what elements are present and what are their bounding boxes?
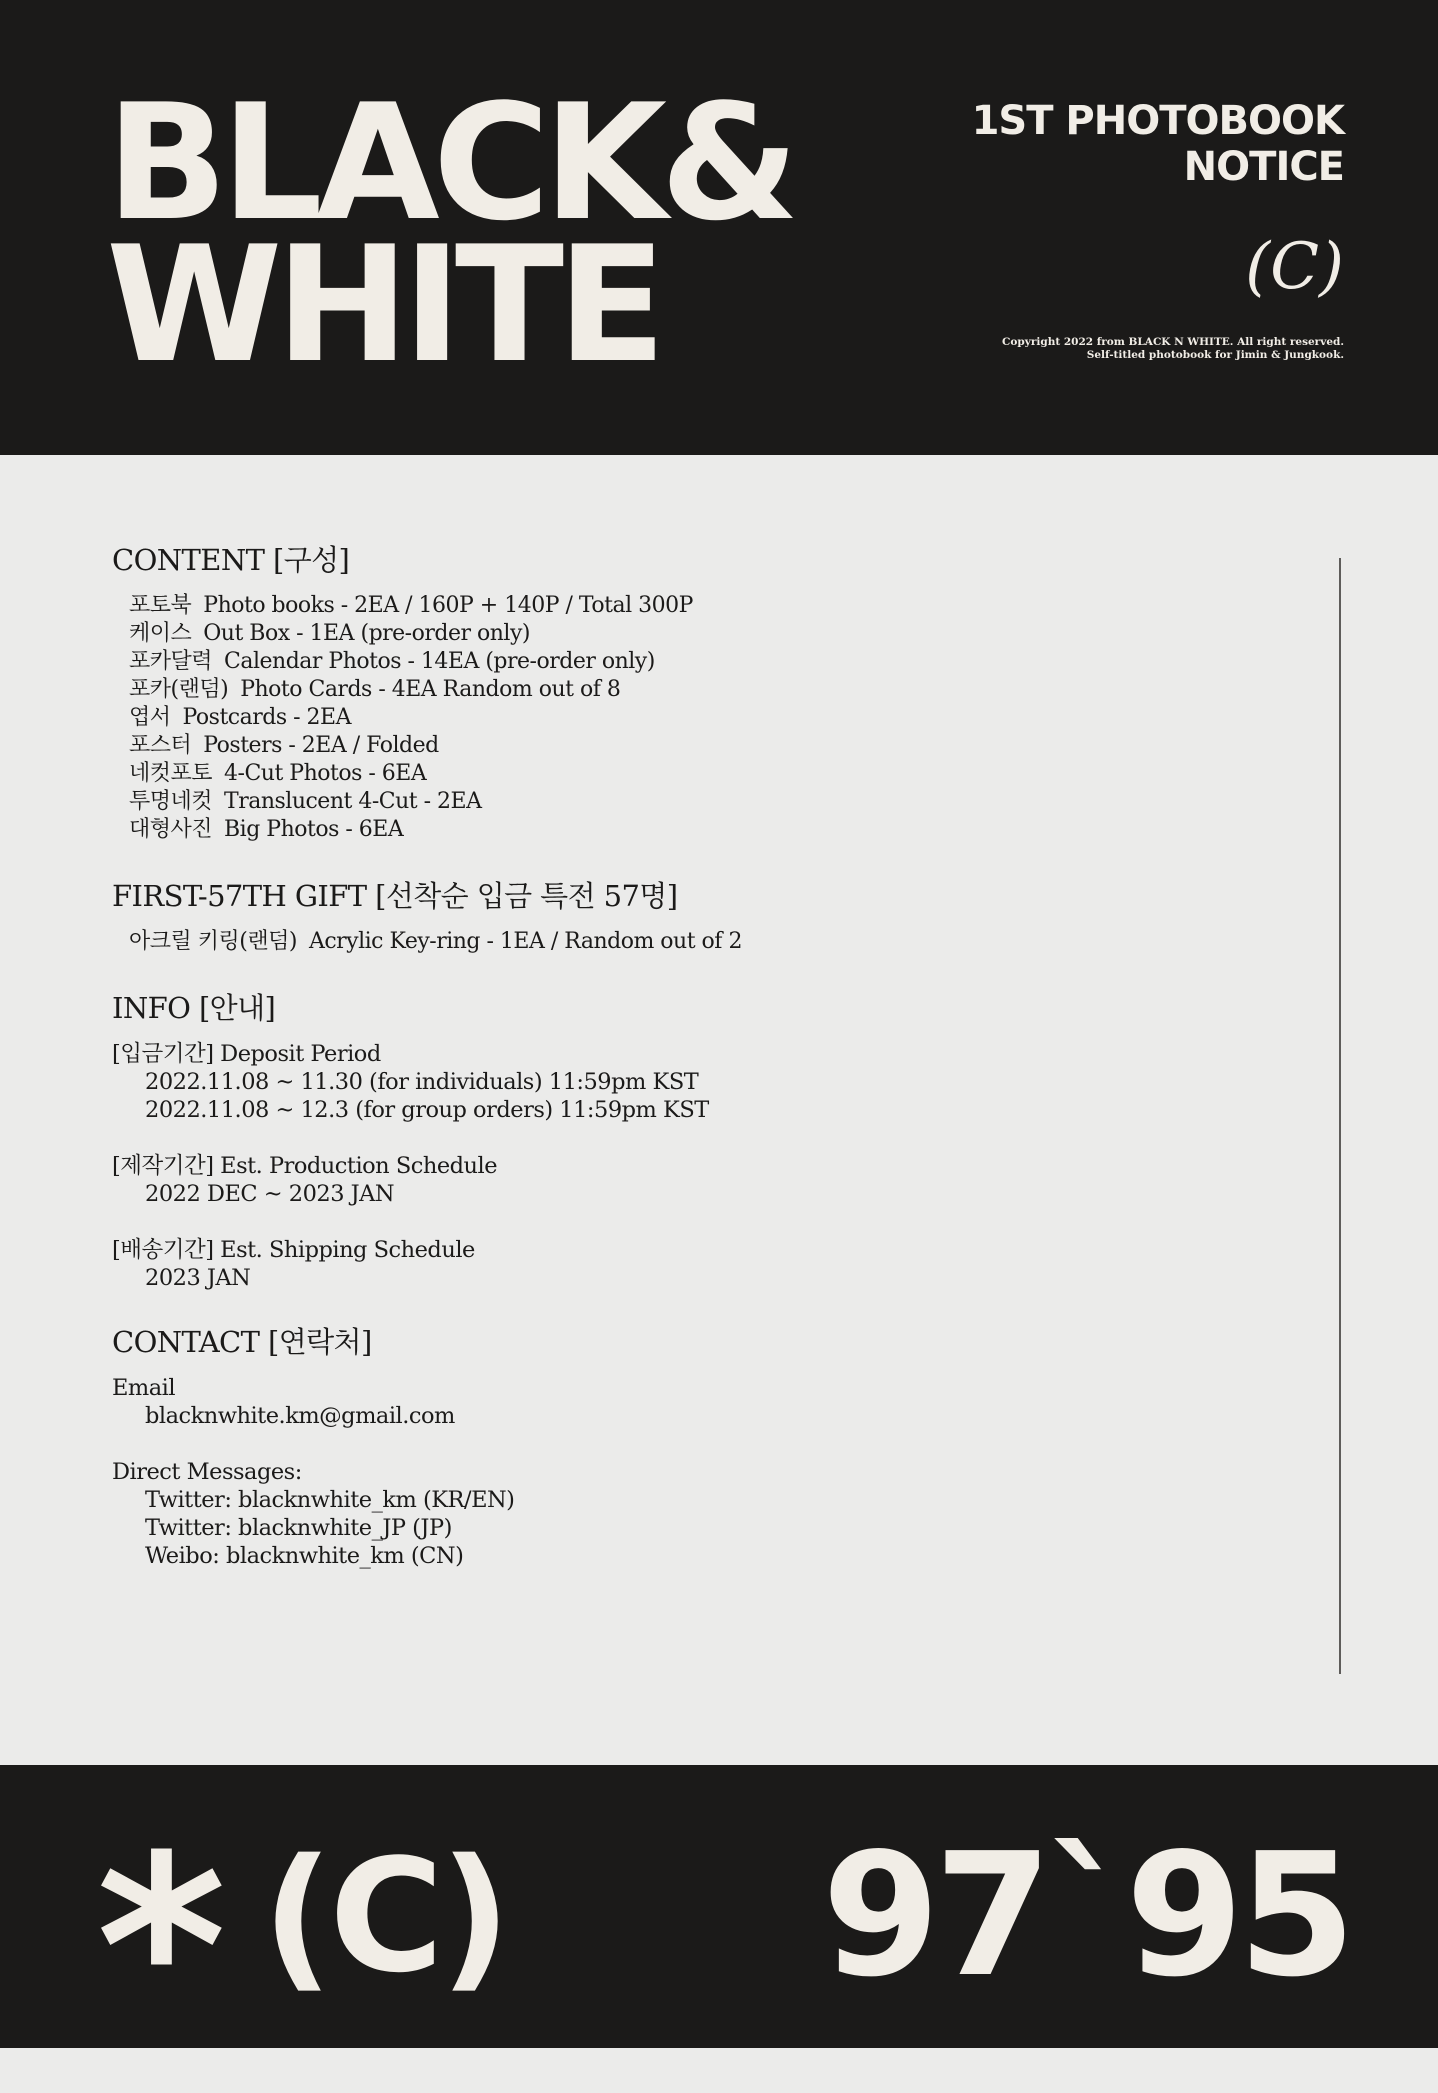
content-heading: CONTENT [구성] <box>112 543 350 577</box>
item-english-label: Posters - 2EA / Folded <box>203 733 439 758</box>
footer-copyright-mark: (C) <box>262 1825 508 2007</box>
info-section <box>112 984 1292 1292</box>
item-english-label: 4-Cut Photos - 6EA <box>224 761 427 786</box>
notice-body <box>112 536 1292 1570</box>
list-item <box>129 676 1292 704</box>
deposit-line: 2022.11.08 ~ 12.3 (for group orders) 11:59pm KST <box>145 1097 709 1123</box>
item-english-label: Postcards - 2EA <box>182 705 351 730</box>
item-english-label: Calendar Photos - 14EA (pre-order only) <box>224 649 655 674</box>
dm-line: Twitter: blacknwhite_km (KR/EN) <box>145 1487 515 1513</box>
email-label: Email <box>112 1375 176 1401</box>
item-english-label: Translucent 4-Cut - 2EA <box>224 789 482 814</box>
shipping-line: 2023 JAN <box>145 1265 251 1291</box>
copyright-mark: (C) <box>1245 230 1344 304</box>
info-shipping <box>112 1236 1292 1292</box>
production-label: [제작기간] Est. Production Schedule <box>112 1153 498 1179</box>
list-item <box>129 788 1292 816</box>
item-english-label: Photo Cards - 4EA Random out of 8 <box>240 677 621 702</box>
item-english-label: Photo books - 2EA / 160P + 140P / Total 300P <box>203 593 693 618</box>
production-line: 2022 DEC ~ 2023 JAN <box>145 1181 395 1207</box>
gift-list <box>112 928 1292 956</box>
dm-line: Weibo: blacknwhite_km (CN) <box>145 1543 464 1569</box>
contact-dm <box>112 1458 1292 1570</box>
item-english-label: Out Box - 1EA (pre-order only) <box>203 621 530 646</box>
list-item <box>129 732 1292 760</box>
item-korean-label: 포카달력 <box>129 649 213 674</box>
title-line-2: WHITE <box>106 211 660 398</box>
list-item <box>129 760 1292 788</box>
notice-line-2: NOTICE <box>1183 144 1344 190</box>
gift-section <box>112 872 1292 956</box>
item-english-label: Acrylic Key-ring - 1EA / Random out of 2 <box>308 929 742 954</box>
contact-section <box>112 1318 1292 1570</box>
item-korean-label: 아크릴 키링(랜덤) <box>129 929 297 954</box>
title-line-1: BLACK& <box>106 69 793 256</box>
email-address: blacknwhite.km@gmail.com <box>145 1403 455 1429</box>
item-korean-label: 엽서 <box>129 705 171 730</box>
footer-year: 97`95 <box>821 1817 1350 2015</box>
deposit-label: [입금기간] Deposit Period <box>112 1041 381 1067</box>
info-heading: INFO [안내] <box>112 991 276 1025</box>
shipping-label: [배송기간] Est. Shipping Schedule <box>112 1237 475 1263</box>
footer-band <box>0 1765 1438 2093</box>
contact-email <box>112 1374 1292 1430</box>
copyright-line-1: Copyright 2022 from BLACK N WHITE. All right reserved. <box>1002 336 1344 348</box>
list-item <box>129 928 1292 956</box>
item-korean-label: 투명네컷 <box>129 789 213 814</box>
item-english-label: Big Photos - 6EA <box>224 817 404 842</box>
copyright-line-2: Self-titled photobook for Jimin & Jungkook. <box>1086 349 1344 361</box>
info-deposit <box>112 1040 1292 1124</box>
list-item <box>129 620 1292 648</box>
list-item <box>129 592 1292 620</box>
list-item <box>129 816 1292 844</box>
info-production <box>112 1152 1292 1208</box>
dm-line: Twitter: blacknwhite_JP (JP) <box>145 1515 452 1541</box>
item-korean-label: 케이스 <box>129 621 192 646</box>
item-korean-label: 포토북 <box>129 593 192 618</box>
main-title <box>106 69 793 398</box>
deposit-line: 2022.11.08 ~ 11.30 (for individuals) 11:59pm KST <box>145 1069 699 1095</box>
item-korean-label: 포카(랜덤) <box>129 677 229 702</box>
notice-line-1: 1ST PHOTOBOOK <box>971 98 1344 144</box>
notice-heading <box>972 98 1344 190</box>
gift-heading: FIRST-57TH GIFT [선착순 입금 특전 57명] <box>112 879 678 913</box>
asterisk-icon: * <box>96 1802 227 2093</box>
list-item <box>129 648 1292 676</box>
item-korean-label: 네컷포토 <box>129 761 213 786</box>
list-item <box>129 704 1292 732</box>
item-korean-label: 대형사진 <box>129 817 213 842</box>
dm-label: Direct Messages: <box>112 1459 302 1485</box>
header-band <box>0 0 1438 455</box>
content-list <box>112 592 1292 844</box>
contact-heading: CONTACT [연락처] <box>112 1325 372 1359</box>
copyright-text <box>1002 336 1344 362</box>
content-section <box>112 536 1292 844</box>
vertical-divider <box>1339 558 1341 1674</box>
item-korean-label: 포스터 <box>129 733 192 758</box>
